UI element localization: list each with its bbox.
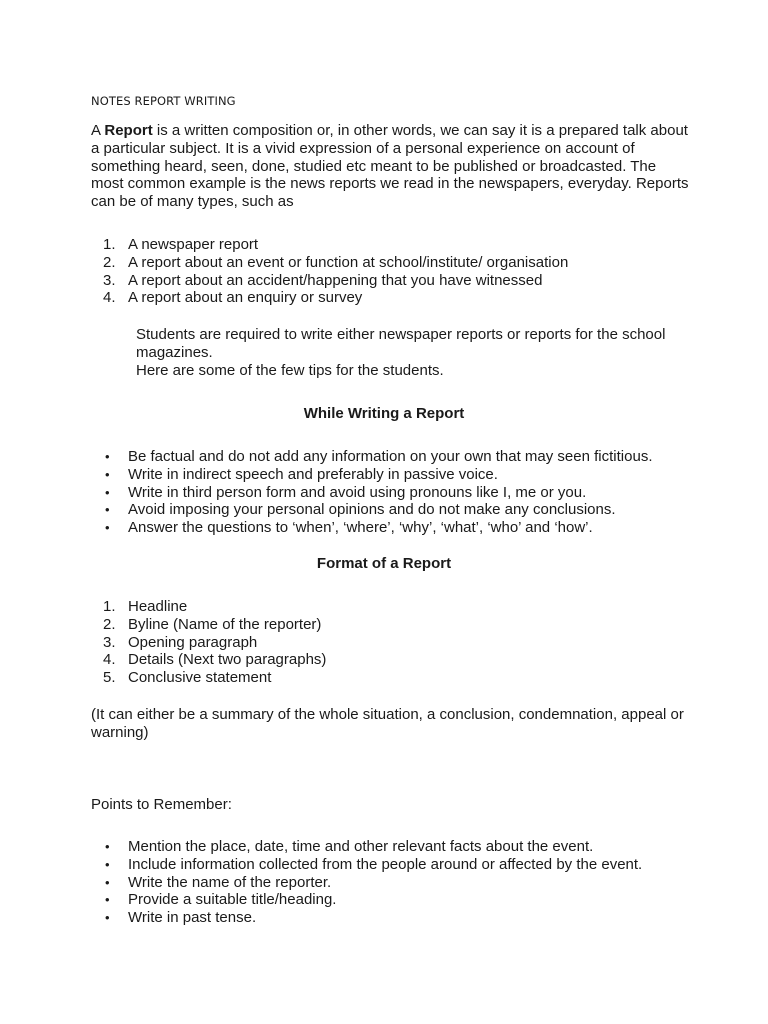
list-item: [91, 519, 711, 537]
list-item-text: A newspaper report: [128, 236, 259, 253]
bullet-icon: •: [105, 856, 110, 872]
bullet-icon: •: [105, 520, 110, 536]
format-heading: Format of a Report: [316, 555, 452, 572]
list-item-text: Include information collected from the people around or affected by the event.: [128, 855, 643, 873]
bullet-icon: •: [105, 502, 110, 518]
list-item-text: Conclusive statement: [128, 669, 272, 687]
list-number: 1.: [103, 236, 116, 253]
list-number: 4.: [103, 289, 116, 307]
writing-tips-list: [91, 448, 711, 537]
list-item-text: A report about an accident/happening that you have witnessed: [128, 271, 543, 289]
bullet-icon: •: [105, 839, 110, 854]
list-number: 2.: [103, 253, 116, 271]
students-note-line2: Here are some of the few tips for the students.: [136, 361, 444, 379]
list-number: 1.: [103, 598, 116, 615]
list-item: [91, 289, 711, 307]
list-item: [91, 909, 711, 927]
list-item-text: Byline (Name of the reporter): [128, 615, 322, 633]
remember-heading: Points to Remember:: [91, 796, 232, 813]
list-item: [91, 634, 711, 652]
format-note: (It can either be a summary of the whole situation, a conclusion, condemnation, appeal or warning): [91, 706, 684, 741]
format-list: [91, 598, 711, 687]
list-item-text: Details (Next two paragraphs): [128, 651, 327, 669]
list-item: [91, 466, 711, 484]
list-item-text: Avoid imposing your personal opinions and do not make any conclusions.: [128, 501, 616, 519]
bullet-icon: •: [105, 874, 110, 890]
list-number: 5.: [103, 669, 116, 687]
remember-list: [91, 838, 711, 927]
bullet-icon: •: [105, 892, 110, 908]
list-item: [91, 236, 711, 254]
bullet-icon: •: [105, 910, 110, 926]
list-item: [91, 272, 711, 290]
list-item-text: Opening paragraph: [128, 633, 258, 651]
list-item: [91, 616, 711, 634]
list-number: 3.: [103, 271, 116, 289]
list-item: [91, 838, 711, 856]
list-item: [91, 669, 711, 687]
bullet-icon: •: [105, 466, 110, 482]
list-item: [91, 651, 711, 669]
list-item-text: Write in indirect speech and preferably in passive voice.: [128, 465, 498, 483]
document-title: NOTES REPORT WRITING: [91, 94, 236, 108]
list-item-text: Be factual and do not add any information on your own that may seen fictitious.: [128, 448, 653, 465]
list-item: [91, 501, 711, 519]
list-item: [91, 598, 711, 616]
list-number: 2.: [103, 615, 116, 633]
bullet-icon: •: [105, 484, 110, 500]
list-item: [91, 856, 711, 874]
list-item-text: Mention the place, date, time and other relevant facts about the event.: [128, 838, 594, 855]
writing-heading: While Writing a Report: [303, 405, 465, 422]
report-types-list: [91, 236, 711, 307]
intro-paragraph: [91, 122, 691, 211]
students-note: [136, 326, 696, 379]
list-number: 3.: [103, 633, 116, 651]
list-item: [91, 448, 711, 466]
bullet-icon: •: [105, 449, 110, 464]
list-item-text: Write the name of the reporter.: [128, 873, 332, 891]
list-item-text: Answer the questions to ‘when’, ‘where’, ‘why’, ‘what’, ‘who’ and ‘how’.: [128, 519, 593, 537]
list-item-text: Write in past tense.: [128, 909, 257, 927]
list-item-text: A report about an event or function at school/institute/ organisation: [128, 253, 569, 271]
list-item-text: Headline: [128, 598, 188, 615]
list-item: [91, 874, 711, 892]
list-item: [91, 254, 711, 272]
list-item-text: Write in third person form and avoid using pronouns like I, me or you.: [128, 483, 587, 501]
list-item-text: Provide a suitable title/heading.: [128, 891, 337, 909]
students-note-line1: Students are required to write either newspaper reports or reports for the school magazines.: [136, 326, 666, 361]
list-item: [91, 891, 711, 909]
intro-term: Report: [104, 122, 153, 139]
list-item: [91, 484, 711, 502]
list-number: 4.: [103, 651, 116, 669]
intro-text: is a written composition or, in other words, we can say it is a prepared talk about a particular subject. It is a vivid expression of a personal experience on account of something heard, seen, done, studied etc meant to be published or broadcasted. The most common example is the news reports we read in the newspapers, everyday. Reports can be of many types, such as: [91, 122, 689, 211]
intro-prefix: A: [91, 122, 105, 139]
list-item-text: A report about an enquiry or survey: [128, 289, 363, 307]
